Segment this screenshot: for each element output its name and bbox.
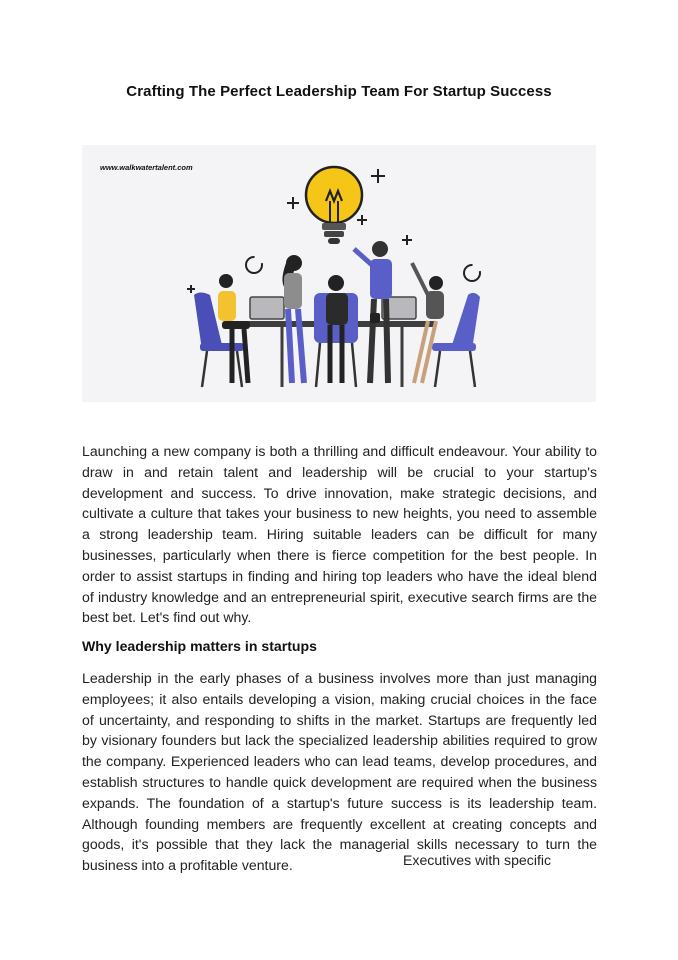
section-paragraph-tail: Executives with specific	[403, 852, 552, 868]
hero-image	[82, 145, 596, 402]
watermark-text: www.walkwatertalent.com	[100, 163, 193, 172]
section-paragraph: Leadership in the early phases of a business involves more than just managing employees; it also entails developing a vision, making crucial choices in the face of uncertainty, and responding to shifts in the market. Startups are frequently led by visionary founders but lack the specialized leadership abilities required to grow the company. Experienced leaders who can lead teams, develop procedures, and establish structures to handle quick development are required when the business expands. The foundation of a startup's future success is its leadership team. Although founding members are frequently excellent at creating concepts and goods, it's possible that they lack the managerial skills necessary to turn the business into a profitable venture.	[82, 670, 597, 874]
document-title: Crafting The Perfect Leadership Team For Startup Success	[126, 83, 552, 100]
section-heading: Why leadership matters in startups	[82, 638, 317, 654]
intro-paragraph: Launching a new company is both a thrilling and difficult endeavour. Your ability to draw in and retain talent and leadership will be crucial to your startup's development and success. To drive innovation, make strategic decisions, and cultivate a culture that takes your business to new heights, you need to assemble a strong leadership team. Hiring suitable leaders can be difficult for many businesses, particularly when there is fierce competition for the best people. In order to assist startups in finding and hiring top leaders who have the ideal blend of industry knowledge and an entrepreneurial spirit, executive search firms are the best bet. Let's find out why.	[82, 443, 597, 626]
lightbulb-icon	[306, 167, 362, 244]
team-meeting-illustration	[82, 145, 596, 402]
